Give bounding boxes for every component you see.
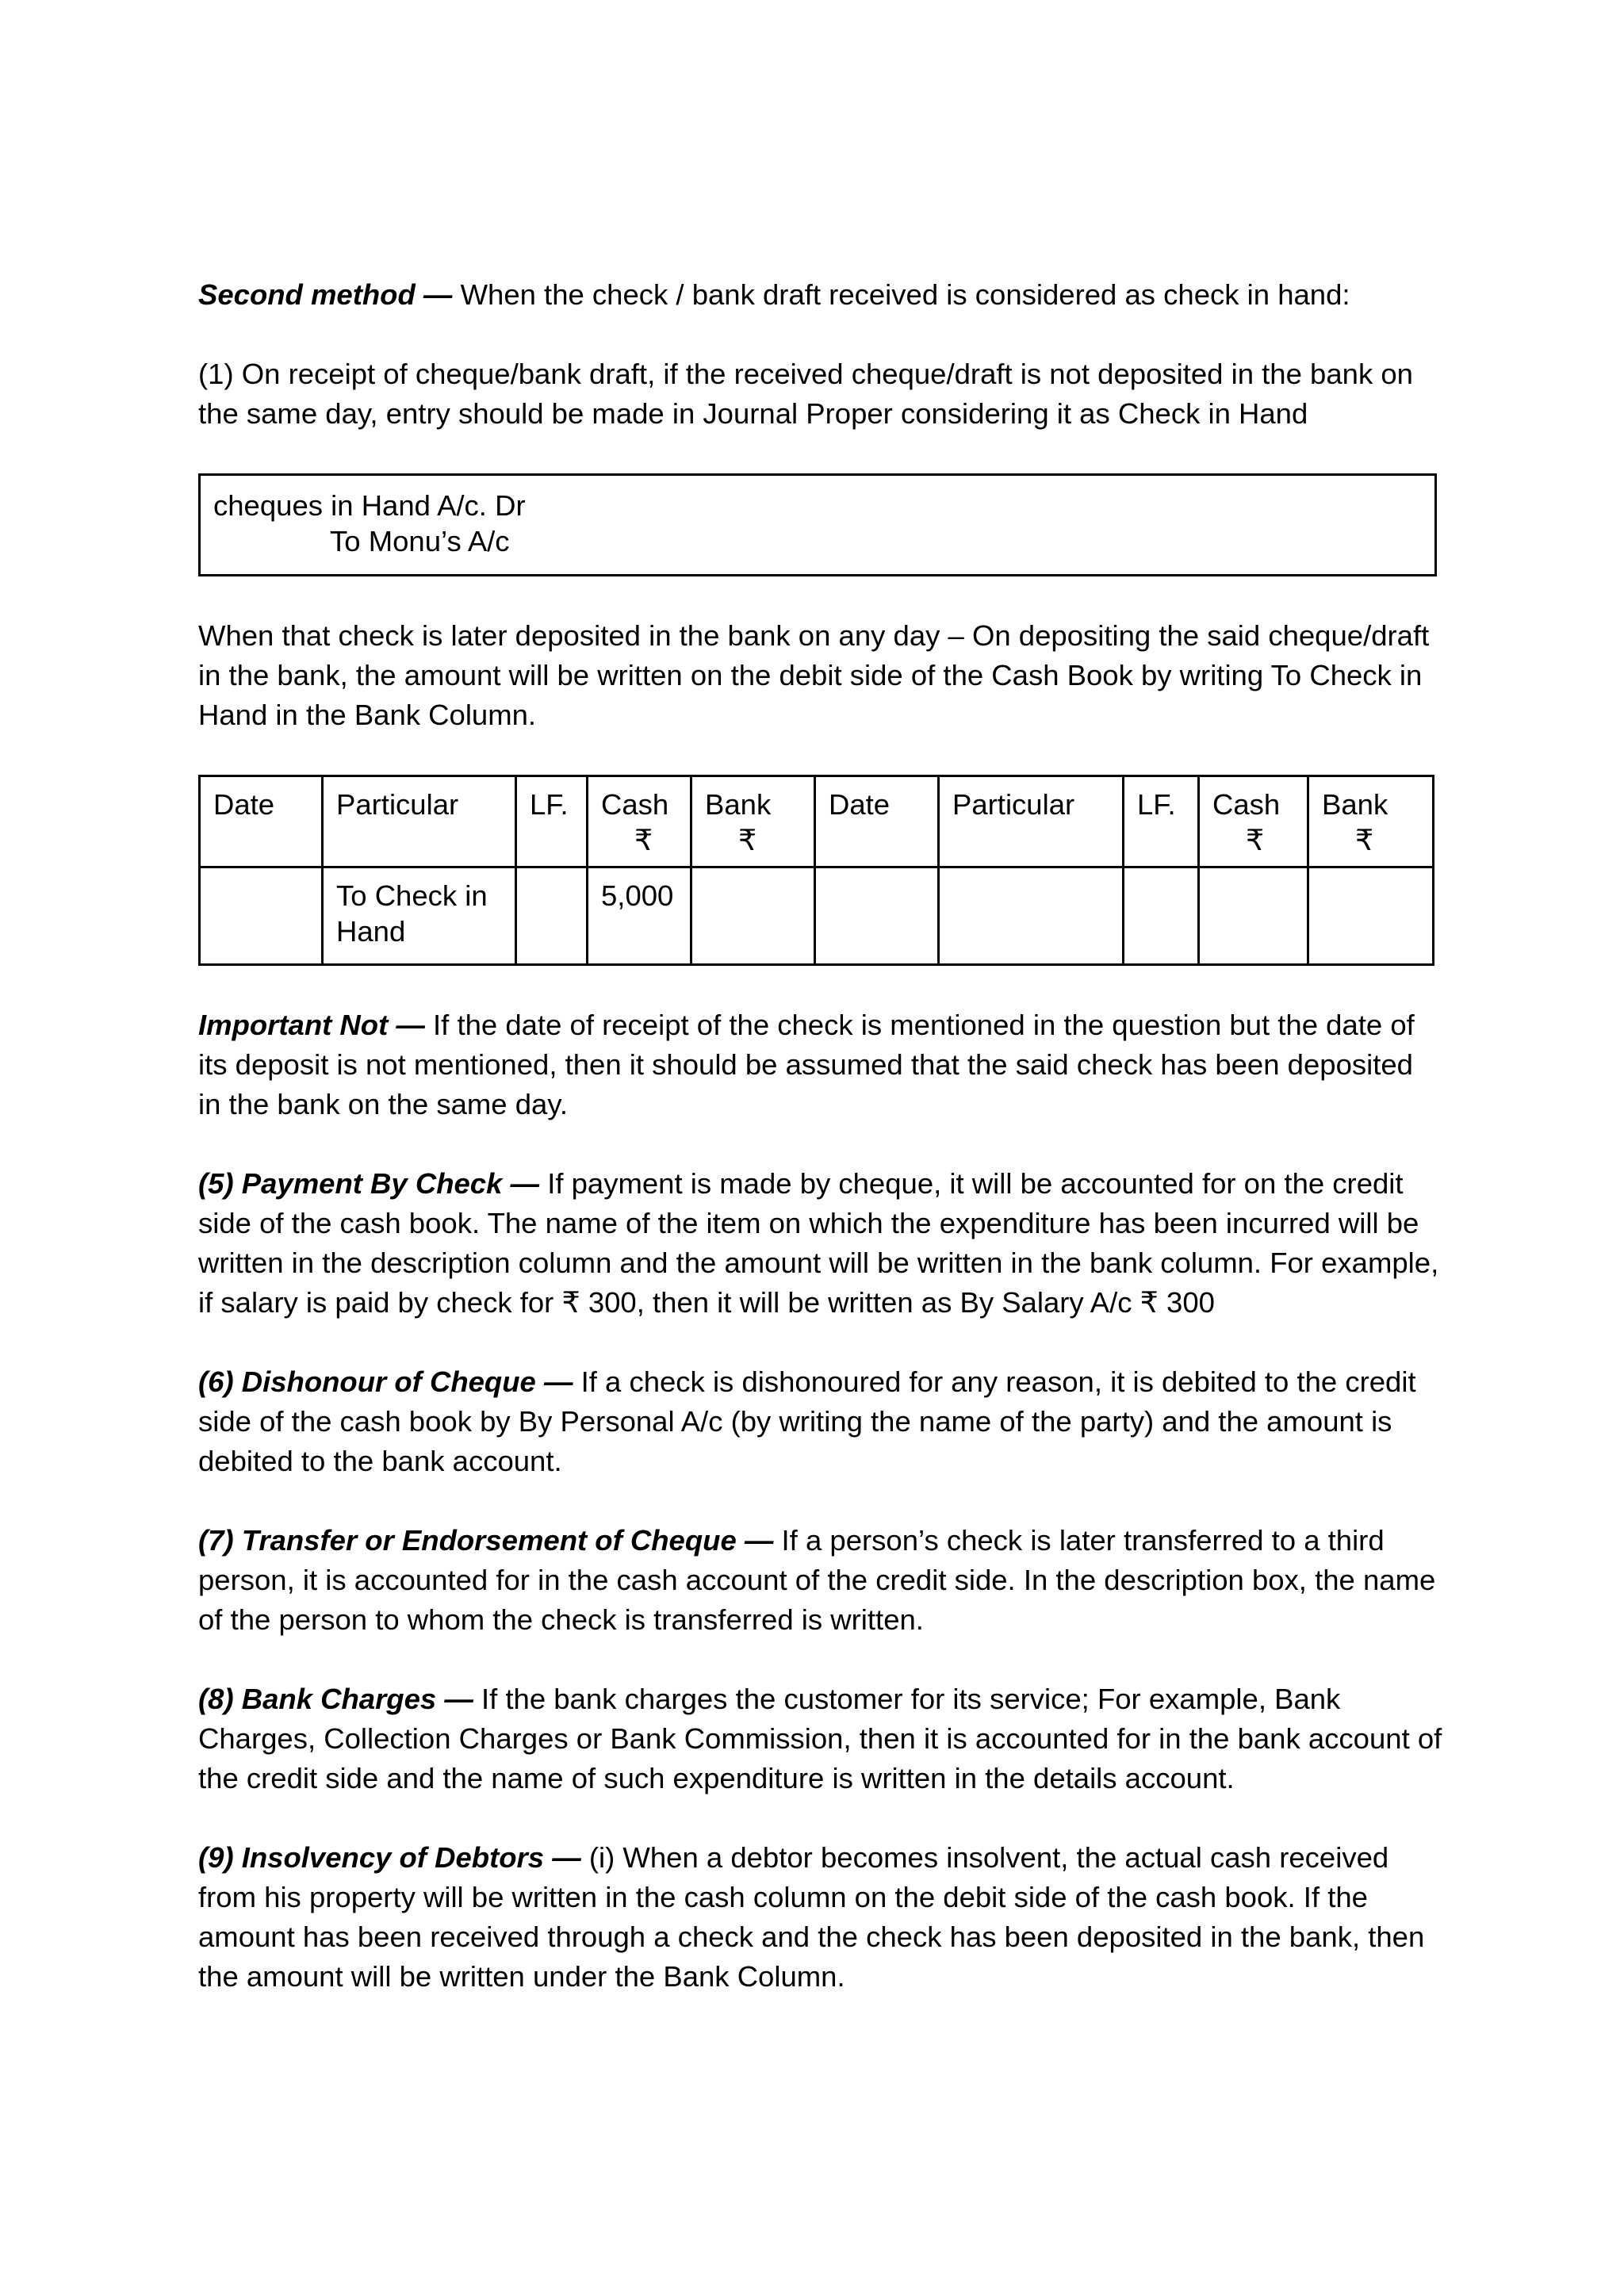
payment-by-check-paragraph [198,1164,1443,1323]
cell-date-debit [200,867,323,965]
step-1-paragraph: (1) On receipt of cheque/bank draft, if the received cheque/draft is not deposited in the bank on the same day, entry should be made in Journal Proper considering it as Check in Hand [198,358,1413,430]
cash-book-header-row [200,776,1434,867]
header-label: LF. [1137,788,1176,821]
col-header-particular-credit [939,776,1124,867]
important-note-paragraph [198,1005,1443,1124]
insolvency-paragraph [198,1838,1443,1997]
intro-text: When the check / bank draft received is considered as check in hand: [452,278,1350,311]
section-text: If a person’s check is later transferred to a third person, it is accounted for in the cash account of the credit side. In the description box, the name of the person to whom the check is transferred is written. [198,1524,1436,1636]
section-text: If payment is made by cheque, it will be accounted for on the credit side of the cash book. The name of the item on which the expenditure has been incurred will be written in the description column and the amount will be written in the bank column. For example, if salary is paid by check for ₹ 300, then it will be written as By Salary A/c ₹ 300 [198,1167,1439,1319]
rupee-symbol: ₹ [634,824,653,856]
col-header-cash-credit [1199,776,1308,867]
bank-charges-paragraph [198,1679,1443,1798]
col-header-date-debit [200,776,323,867]
section-text: (i) When a debtor becomes insolvent, the actual cash received from his property will be written in the cash column on the debit side of the cash book. If the amount has been received through a check and the check has been deposited in the bank, then the amount will be written under the Bank Column. [198,1841,1425,1993]
endorsement-paragraph [198,1521,1443,1640]
cell-bank-credit [1308,867,1434,965]
header-label: Particular [952,788,1075,821]
section-text: If the date of receipt of the check is mentioned in the question but the date of its deposit is not mentioned, then it should be assumed that the said check has been deposited in the bank on the same day. [198,1009,1415,1120]
rupee-symbol: ₹ [1246,824,1265,856]
col-header-lf-credit [1124,776,1199,867]
dishonour-paragraph [198,1362,1443,1481]
section-text: If the bank charges the customer for its service; For example, Bank Charges, Collection Charges or Bank Commission, then it is accounted for in the bank account of the credit side and the name of such expenditure is written in the details account. [198,1683,1442,1794]
cell-date-credit [815,867,939,965]
cell-bank-debit [691,867,815,965]
col-header-bank-credit [1308,776,1434,867]
header-label: Particular [336,788,459,821]
cell-cash-debit: 5,000 [588,867,691,965]
col-header-date-credit [815,776,939,867]
cell-particular-debit: To Check in Hand [323,867,516,965]
col-header-bank-debit [691,776,815,867]
intro-heading: Second method — [198,278,453,311]
col-header-particular-debit [323,776,516,867]
section-heading: Important Not — [198,1009,425,1041]
section-heading: (6) Dishonour of Cheque — [198,1365,573,1398]
section-heading: (8) Bank Charges — [198,1683,473,1715]
header-label: Cash [601,788,669,821]
journal-credit-line: To Monu’s A/c [330,525,510,557]
cell-lf-debit [516,867,588,965]
cash-book-table [198,775,1434,966]
intro-paragraph [198,275,1443,315]
cell-particular-credit [939,867,1124,965]
page-content [198,275,1443,1997]
journal-debit-line: cheques in Hand A/c. Dr [213,489,526,522]
header-label: Date [213,788,275,821]
rupee-symbol: ₹ [738,824,757,856]
section-heading: (7) Transfer or Endorsement of Cheque — [198,1524,774,1557]
col-header-lf-debit [516,776,588,867]
header-label: LF. [530,788,569,821]
cell-cash-credit [1199,867,1308,965]
cash-book-row [200,867,1434,965]
section-text: If a check is dishonoured for any reason, it is debited to the credit side of the cash book by By Personal A/c (by writing the name of the party) and the amount is debited to the bank account. [198,1365,1416,1477]
deposit-paragraph: When that check is later deposited in the bank on any day – On depositing the said cheque/draft in the bank, the amount will be written on the debit side of the Cash Book by writing To Check in Hand in the Bank Column. [198,619,1430,731]
header-label: Date [829,788,891,821]
journal-entry-box [198,473,1437,576]
rupee-symbol: ₹ [1355,824,1374,856]
section-heading: (9) Insolvency of Debtors — [198,1841,581,1874]
cell-lf-credit [1124,867,1199,965]
header-label: Bank [705,788,772,821]
header-label: Cash [1212,788,1281,821]
header-label: Bank [1322,788,1388,821]
section-heading: (5) Payment By Check — [198,1167,540,1200]
col-header-cash-debit [588,776,691,867]
